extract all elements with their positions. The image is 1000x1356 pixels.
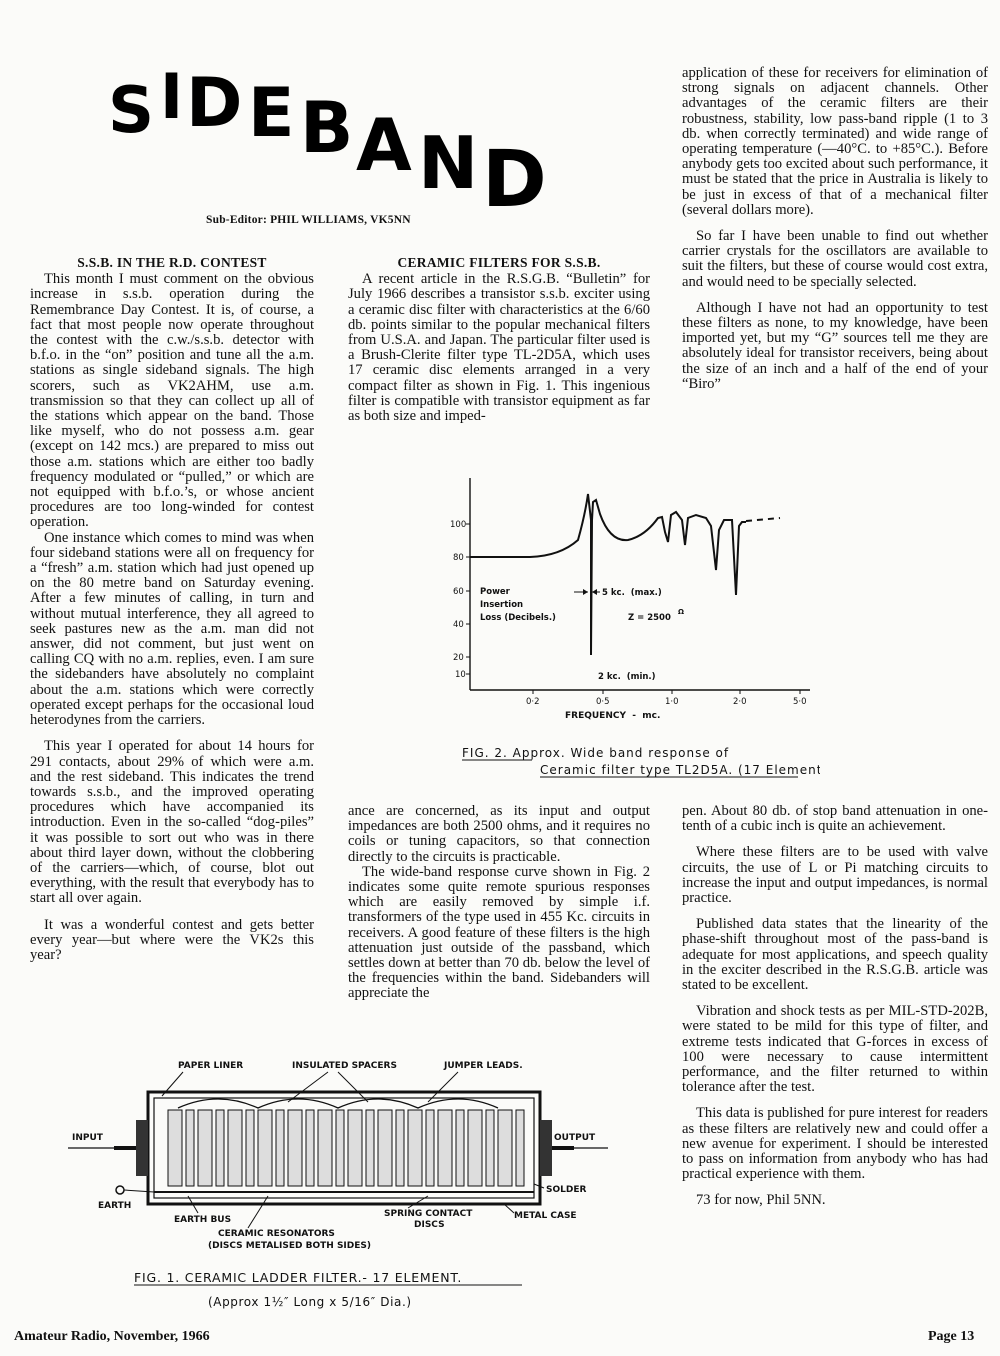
- paragraph: application of these for receivers for elimination of strong signals on adjacent channels. Other advantages of the ceramic filters are their robustness, stability, low pass-band ripple (1 to 3 db. when correctly terminated) and wide range of operating temperature (—40°C. to +85°C.). Before anybody gets too excited about such performance, it must be stated that the price in Australia is likely to be just in excess of that of a mechanical filter (several dollars more).: [682, 65, 988, 218]
- annotation-2kc: 2 kc. (min.): [598, 672, 656, 682]
- paragraph: This year I operated for about 14 hours for 291 contacts, about 29% of which were a.m. and the rest sideband. This indicates the trend towards s.s.b., and the improved operating procedures which have accompanied its introduction. Even in the so-called “dog-piles” it was possible to sort out who was in there about third layer down, without the clobbering of the carriers—which, of course, blot out everything, with the result that everybody has to start all over again.: [30, 738, 314, 907]
- end-cap-left: [136, 1120, 148, 1176]
- x-tick-label: 2·0: [733, 697, 747, 707]
- jumper-leads: [178, 1099, 498, 1108]
- end-cap-right: [540, 1120, 552, 1176]
- annotation-5kc: 5 kc. (max.): [602, 588, 662, 598]
- x-tick-label: 0·2: [526, 697, 540, 707]
- paragraph: This month I must comment on the obvious increase in s.s.b. operation during the Remembrance Day Contest. It is, of course, a fact that most people now operate throughout the contest with the c.w./s.s.b. detector with b.f.o. in the “on” position and tune all the a.m. stations as single sideband signals. The high scorers, such as VK2AHM, use a.m. transmission so that they can collect up all of the stations which appear on the band. Those like myself, who do not possess a.m. gear (except on 142 mcs.) are prepared to miss out those a.m. stations which are either too badly frequency modulated or “pulled,” or which are not equipped with b.f.o.’s, or whose ancient procedures are too long-winded for contest operation.: [30, 271, 314, 531]
- column-1: [30, 255, 314, 963]
- figure-2-caption-1: FIG. 2. Approx. Wide band response of: [462, 746, 730, 760]
- figure-1-caption-1: FIG. 1. CERAMIC LADDER FILTER.- 17 ELEMENT.: [134, 1270, 463, 1285]
- section-heading: S.S.B. IN THE R.D. CONTEST: [77, 255, 267, 270]
- title-letter: S: [108, 74, 155, 148]
- paragraph: pen. About 80 db. of stop band attenuation in one-tenth of a cubic inch is quite an achievement.: [682, 803, 988, 835]
- title-letter: A: [356, 103, 412, 187]
- label-discs-metalised: (DISCS METALISED BOTH SIDES): [208, 1241, 371, 1251]
- y-tick-label: 100: [450, 520, 467, 530]
- footer-page-number: Page 13: [928, 1329, 975, 1344]
- paragraph: Although I have not had an opportunity to test these filters as none, to my knowledge, have been imported yet, but my “G” sources tell me they are absolutely ideal for transistor receivers, being about the size of an inch and a half of the end of your “Biro”: [682, 299, 988, 392]
- x-tick-label: 0·5: [596, 697, 610, 707]
- earth-terminal: [116, 1186, 124, 1194]
- y-tick-label: 60: [453, 587, 464, 597]
- y-tick-label: 80: [453, 553, 464, 563]
- paragraph: A recent article in the R.S.G.B. “Bulletin” for July 1966 describes a transistor s.s.b. exciter using a ceramic disc filter with characteristics at the 6/60 db. points similar to the popular mechanical filters from U.S.A. and Japan. The particular filter used is a Brush-Clerite filter type TL-2D5A, which uses 17 ceramic disc elements arranged in a very compact filter as shown in Fig. 1. This ingenious filter is compatible with transistor equipment as far as both size and imped-: [348, 271, 650, 425]
- title-letter: B: [300, 87, 354, 169]
- y-tick-label: 40: [453, 620, 464, 630]
- figure-2-caption-2: Ceramic filter type TL2D5A. (17 Element): [540, 763, 820, 777]
- column-2-top: [348, 255, 650, 424]
- title-letter: N: [418, 121, 479, 205]
- figure-1-filter-drawing: [68, 1050, 608, 1312]
- figure-2-response-curve: [440, 470, 820, 780]
- label-insulated-spacers: INSULATED SPACERS: [292, 1061, 397, 1071]
- column-3-bottom: [682, 804, 988, 1209]
- label-paper-liner: PAPER LINER: [178, 1061, 244, 1071]
- y-tick-label: 20: [453, 653, 464, 663]
- label-metal-case: METAL CASE: [514, 1211, 577, 1221]
- paragraph: Vibration and shock tests as per MIL-STD-202B, were stated to be mild for this type of filter, and extreme tests indicated that G-forces in excess of 100 were necessary to cause intermittent performance, and the filter returned to within tolerance after the test.: [682, 1003, 988, 1096]
- x-tick-label: 5·0: [793, 697, 807, 707]
- annotation-impedance-unit: Ω: [678, 608, 684, 616]
- y-tick-label: 10: [455, 670, 466, 680]
- title-letter: D: [482, 135, 547, 220]
- column-3-top: [682, 66, 988, 392]
- x-tick-label: 1·0: [665, 697, 679, 707]
- title-letter: D: [186, 64, 243, 143]
- annotation-impedance: Z = 2500: [628, 613, 671, 623]
- page-title: [100, 60, 570, 220]
- label-input: INPUT: [72, 1133, 103, 1143]
- label-spring-contact: SPRING CONTACT: [384, 1209, 473, 1219]
- figure-1-caption-2: (Approx 1½″ Long x 5/16″ Dia.): [208, 1295, 412, 1309]
- column-2-bottom: [348, 804, 650, 1002]
- sub-editor-credit: Sub-Editor: PHIL WILLIAMS, VK5NN: [206, 214, 411, 226]
- paragraph: It was a wonderful contest and gets better every year—but where were the VK2s this year?: [30, 916, 314, 963]
- annotation-power-2: Insertion: [480, 600, 524, 610]
- paragraph: Where these filters are to be used with valve circuits, the use of L or Pi matching circuits to increase the input and output impedances, is normal practice.: [682, 844, 988, 907]
- paragraph: The wide-band response curve shown in Fig. 2 indicates some quite remote spurious responses which are easily removed by simple i.f. transformers of the type used in 455 Kc. circuits in receivers. A good feature of these filters is the high attenuation just outside of the passband, which settles down at better than 70 db. below the level of the frequencies within the band. Sidebanders will appreciate the: [348, 863, 650, 1002]
- label-earth-bus: EARTH BUS: [174, 1215, 232, 1225]
- label-output: OUTPUT: [554, 1133, 596, 1143]
- annotation-power-3: Loss (Decibels.): [480, 613, 556, 623]
- ceramic-resonators: [168, 1110, 524, 1186]
- x-axis-label: FREQUENCY - mc.: [565, 711, 661, 721]
- section-heading: CERAMIC FILTERS FOR S.S.B.: [397, 255, 601, 270]
- x-ticks: [526, 690, 807, 707]
- paragraph: So far I have been unable to find out whether carrier crystals for the oscillators are available to suit the filters, but these of course would cost extra, and would need to be specially selected.: [682, 228, 988, 290]
- title-letter: E: [248, 74, 295, 153]
- paragraph: Published data states that the linearity of the phase-shift throughout most of the pass-band is adequate for most applications, and speech quality in the exciter described in the R.S.G.B. article was stated to be excellent.: [682, 916, 988, 994]
- label-solder: SOLDER: [546, 1185, 587, 1195]
- y-ticks: [450, 520, 470, 680]
- response-curve: [470, 494, 746, 655]
- footer-publication: Amateur Radio, November, 1966: [14, 1329, 210, 1344]
- paragraph: This data is published for pure interest for readers as these filters are relatively new and could offer a new avenue for experiment. I should be interested to pass on information from anybody who has had practical experience with them.: [682, 1105, 988, 1183]
- label-jumper-leads: JUMPER LEADS.: [444, 1061, 523, 1071]
- paragraph: ance are concerned, as its input and output impedances are both 2500 ohms, and it requires no coils or tuning capacitors, so that connection directly to the circuits is practicable.: [348, 803, 650, 865]
- label-ceramic-resonators: CERAMIC RESONATORS: [218, 1229, 335, 1239]
- label-earth: EARTH: [98, 1201, 132, 1211]
- label-discs: DISCS: [414, 1220, 445, 1230]
- paragraph: One instance which comes to mind was when four sideband stations were all on frequency for a “fresh” a.m. station which had just opened up on the 80 metre band on Saturday evening. After a few minutes of calling, in turn and without mutual interference, they all agreed to seek pastures new as the a.m. man did not answer, did not comment, but just went on calling CQ with no a.m. replies, even. I am sure the sidebanders have absolutely no complaint about the a.m. stations which were correctly operated except perhaps for the occasional loud heterodynes from the carriers.: [30, 529, 314, 729]
- paragraph: 73 for now, Phil 5NN.: [696, 1192, 826, 1209]
- annotation-power-1: Power: [480, 587, 510, 597]
- response-curve-dashed: [746, 518, 780, 521]
- title-letter: I: [160, 60, 184, 133]
